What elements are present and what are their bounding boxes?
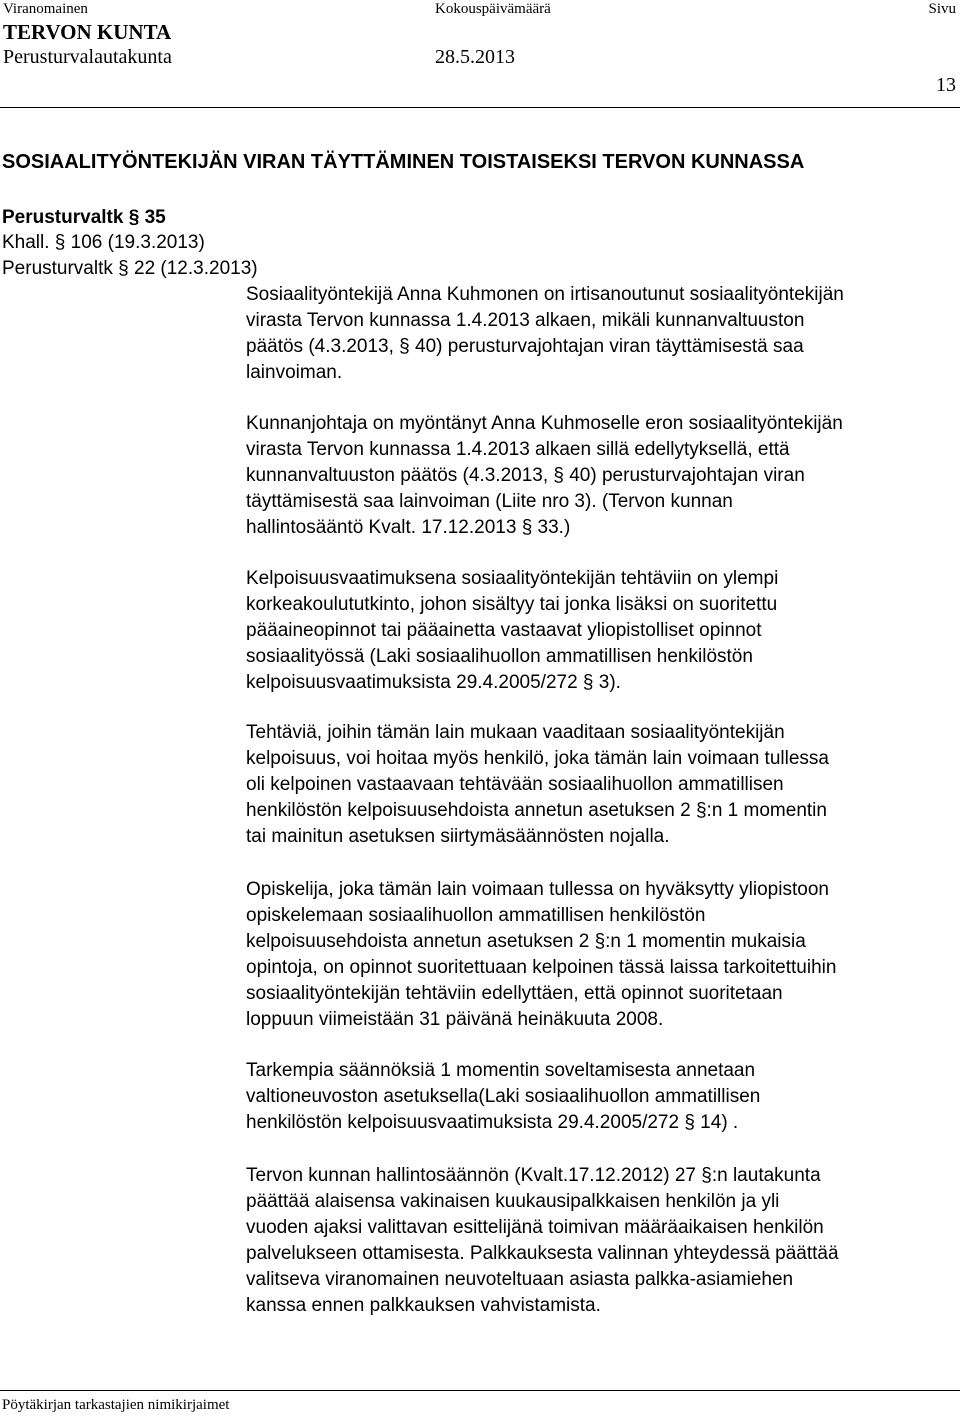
header-page-label: Sivu [928,1,956,17]
header-divider [0,107,960,108]
authority-name: Perusturvalautakunta [3,46,172,68]
paragraph-students: Opiskelija, joka tämän lain voimaan tullessa on hyväksytty yliopistoon opiskelemaan sosiaalihuollon ammatillisen henkilöstön kelpoisuusehdoista annetun asetuksen 2 §:n 1 momentin mukaisia opintoja, on opinnot suoritettuaan kelpoinen tässä laissa tarkoitettuihin sosiaalityöntekijän tehtäviin edellyttäen, että opinnot suoritetaan loppuun viimeistään 31 päivänä heinäkuuta 2008. [246,879,837,1030]
reference-board: Khall. § 106 (19.3.2013) [2,232,205,253]
paragraph-qualifications: Kelpoisuusvaatimuksena sosiaalityöntekijän tehtäviin on ylempi korkeakoulututkinto, johon sisältyy tai jonka lisäksi on suoritettu pääaineopinnot tai pääainetta vastaavat yliopistolliset opinnot sosiaalityössä (Laki sosiaalihuollon ammatillisen henkilöstön kelpoisuusvaatimuksista 29.4.2005/272 § 3). [246,568,779,693]
header-date-label: Kokouspäivämäärä [435,1,551,17]
reference-previous: Perusturvaltk § 22 (12.3.2013) [2,258,258,279]
document-title: SOSIAALITYÖNTEKIJÄN VIRAN TÄYTTÄMINEN TOISTAISEKSI TERVON KUNNASSA [2,151,805,173]
header-authority-label: Viranomainen [3,1,88,17]
paragraph-discharge: Kunnanjohtaja on myöntänyt Anna Kuhmoselle eron sosiaalityöntekijän virasta Tervon kunnassa 1.4.2013 alkaen sillä edellytyksellä, että kunnanvaltuuston päätös (4.3.2013, § 40) perusturvajohtajan viran täyttämisestä saa lainvoiman (Liite nro 3). (Tervon kunnan hallintosääntö Kvalt. 17.12.2013 § 33.) [246,413,843,538]
municipality-name: TERVON KUNTA [3,20,172,44]
footer-divider [0,1390,960,1391]
meeting-date: 28.5.2013 [435,46,515,68]
paragraph-transitional-duties: Tehtäviä, joihin tämän lain mukaan vaaditaan sosiaalityöntekijän kelpoisuus, voi hoitaa myös henkilö, joka tämän lain voimaan tullessa oli kelpoinen vastaavaan tehtävään sosiaalihuollon ammatillisen henkilöstön kelpoisuusehdoista annetun asetuksen 2 §:n 1 momentin tai mainitun asetuksen siirtymäsäännösten nojalla. [246,722,829,847]
paragraph-resignation: Sosiaalityöntekijä Anna Kuhmonen on irtisanoutunut sosiaalityöntekijän virasta Tervon kunnassa 1.4.2013 alkaen, mikäli kunnanvaltuuston päätös (4.3.2013, § 40) perusturvajohtajan viran täyttämisestä saa lainvoiman. [246,284,844,383]
paragraph-regulations: Tarkempia säännöksiä 1 momentin soveltamisesta annetaan valtioneuvoston asetuksella(Laki sosiaalihuollon ammatillisen henkilöstön kelpoisuusvaatimuksista 29.4.2005/272 § 14) . [246,1060,761,1133]
signature-initials-label: Pöytäkirjan tarkastajien nimikirjaimet [2,1397,230,1413]
reference-current: Perusturvaltk § 35 [2,207,166,228]
paragraph-administrative-rules: Tervon kunnan hallintosäännön (Kvalt.17.12.2012) 27 §:n lautakunta päättää alaisensa vakinaisen kuukausipalkkaisen henkilön ja yli vuoden ajaksi valittavan esittelijänä toimivan määräaikaisen henkilön palvelukseen ottamisesta. Palkkauksesta valinnan yhteydessä päättää valitseva viranomainen neuvoteltuaan asiasta palkka-asiamiehen kanssa ennen palkkauksen vahvistamista. [246,1165,839,1316]
page-number: 13 [936,74,956,96]
